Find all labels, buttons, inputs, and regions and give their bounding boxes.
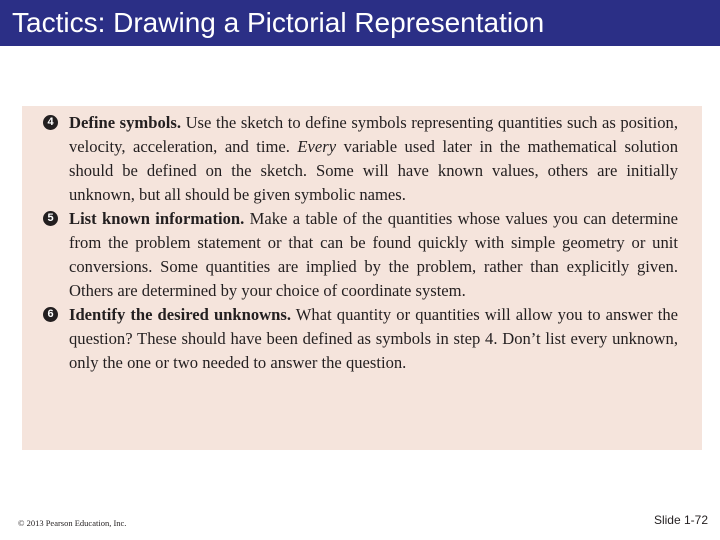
step-heading: List known information. [69,209,245,228]
step-heading: Define symbols. [69,113,181,132]
copyright-notice: © 2013 Pearson Education, Inc. [18,518,127,528]
step-number-badge: 5 [43,211,58,226]
slide-title: Tactics: Drawing a Pictorial Representation [12,7,545,38]
step-heading: Identify the desired unknowns. [69,305,291,324]
step-number-badge: 6 [43,307,58,322]
slide-number: Slide 1-72 [653,513,708,527]
step-text: Use the sketch to define symbols representing quantities such as position, velocity, acceleration, and time. [69,113,678,156]
step-emphasis: Every [297,137,337,156]
step-item-4 [47,111,678,207]
step-text-continued: variable used later in the mathematical solution should be defined on the sketch. Some will have known values, others are initially unknown, but all should be given symbolic names. [69,137,678,204]
step-text: Make a table of the quantities whose values you can determine from the problem statement or that can be found quickly with simple geometry or unit conversions. Some quantities are implied by the problem, rather than explicitly given. Others are determined by your choice of coordinate system. [69,209,678,300]
tactics-content-box [22,106,702,450]
step-item-5 [47,207,678,303]
title-bar [0,0,720,46]
step-text: What quantity or quantities will allow you to answer the question? These should have been defined as symbols in step 4. Don’t list every unknown, only the one or two needed to answer the question. [69,305,678,372]
step-item-6 [47,303,678,375]
step-number-badge: 4 [43,115,58,130]
